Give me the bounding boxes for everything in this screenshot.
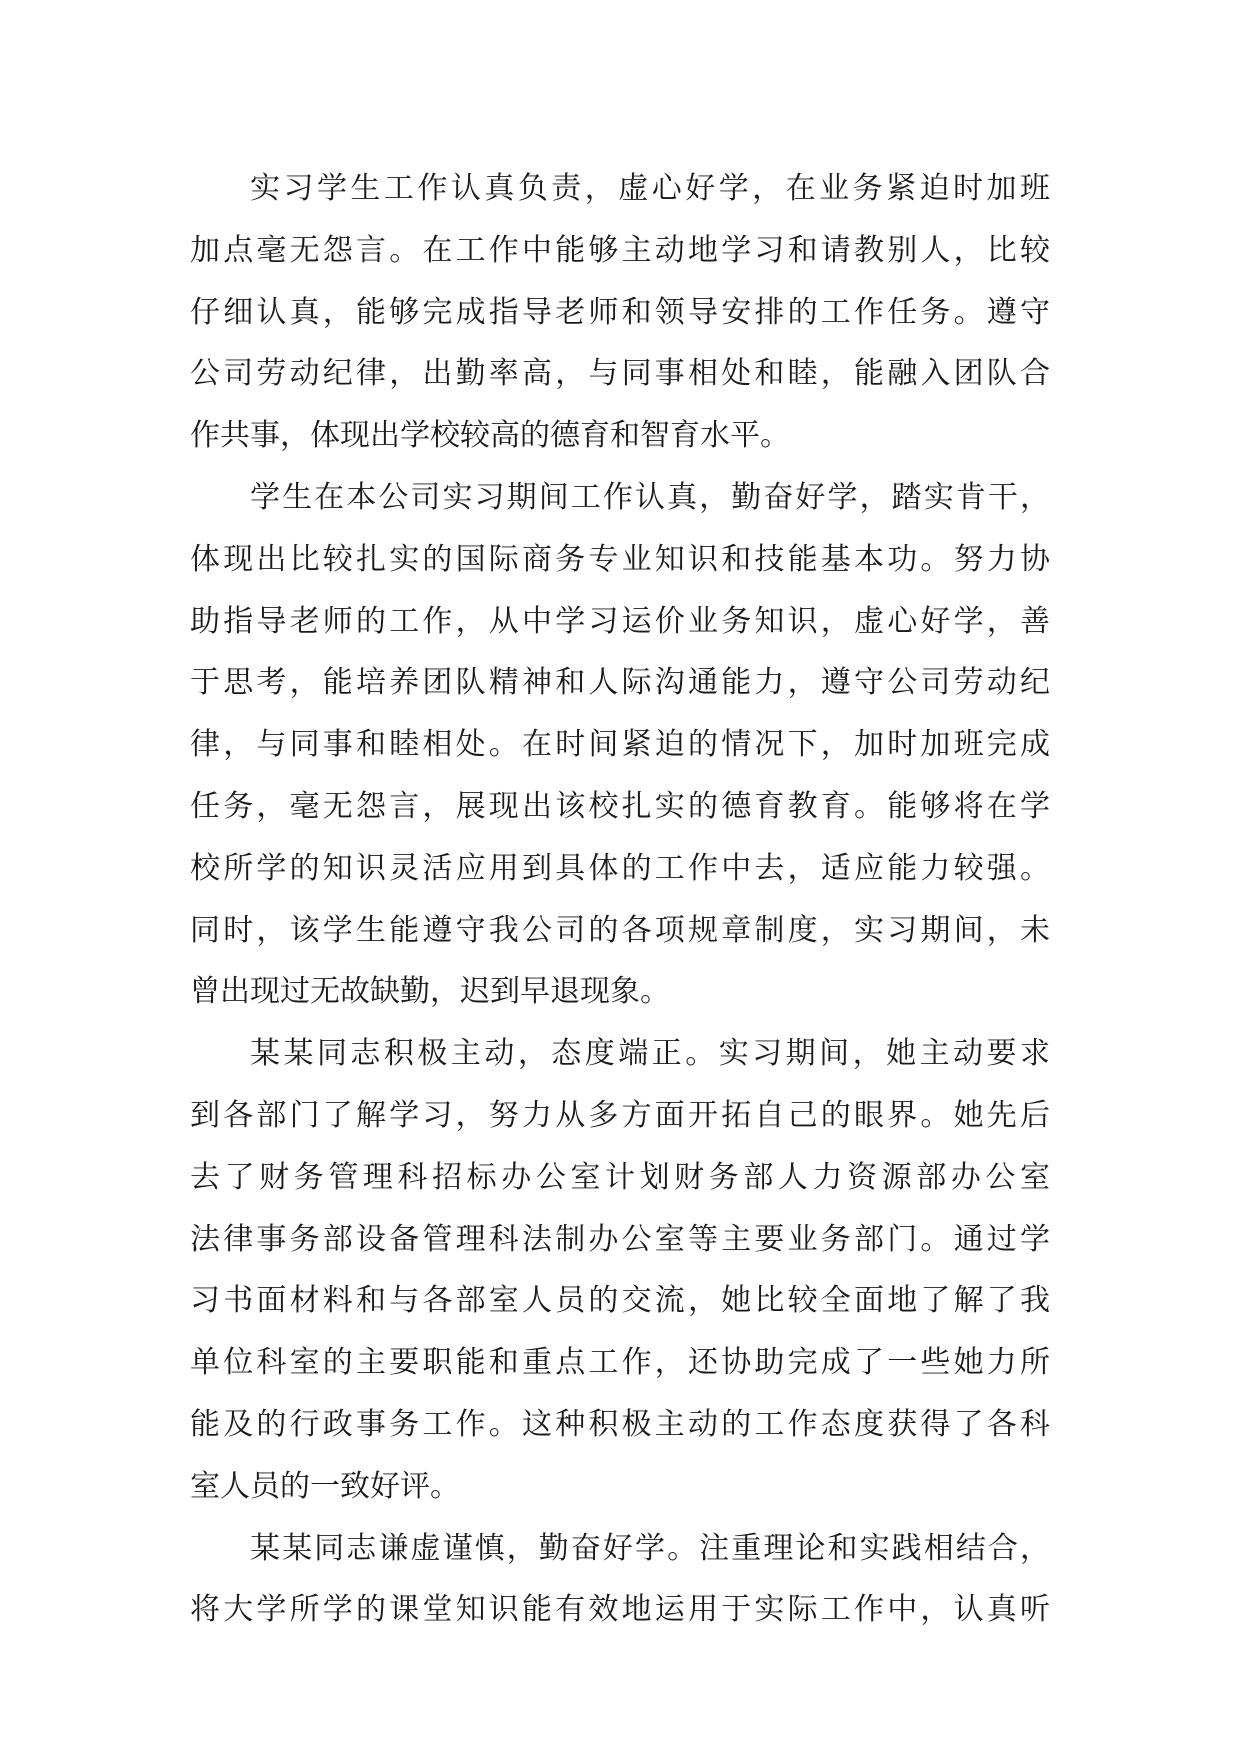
text-line: 室人员的一致好评。 [190, 1468, 460, 1504]
paragraph-2 [190, 467, 1050, 1023]
text-line: 某某同志谦虚谨慎，勤奋好学。注重理论和实践相结合， [250, 1530, 1050, 1566]
text-line: 助指导老师的工作，从中学习运价业务知识，虚心好学，善 [190, 603, 1050, 639]
text-line: 去了财务管理科招标办公室计划财务部人力资源部办公室 [190, 1159, 1050, 1195]
text-line: 到各部门了解学习，努力从多方面开拓自己的眼界。她先后 [190, 1097, 1050, 1133]
text-line: 同时，该学生能遵守我公司的各项规章制度，实习期间，未 [190, 912, 1050, 948]
text-line: 律，与同事和睦相处。在时间紧迫的情况下，加时加班完成 [190, 727, 1050, 763]
text-line: 曾出现过无故缺勤，迟到早退现象。 [190, 974, 670, 1010]
text-line: 公司劳动纪律，出勤率高，与同事相处和睦，能融入团队合 [190, 356, 1050, 392]
text-line: 于思考，能培养团队精神和人际沟通能力，遵守公司劳动纪 [190, 665, 1050, 701]
text-line: 学生在本公司实习期间工作认真，勤奋好学，踏实肯干， [250, 479, 1050, 515]
text-line: 任务，毫无怨言，展现出该校扎实的德育教育。能够将在学 [190, 788, 1050, 824]
text-line: 某某同志积极主动，态度端正。实习期间，她主动要求 [250, 1036, 1050, 1072]
text-line: 作共事，体现出学校较高的德育和智育水平。 [190, 418, 790, 454]
text-line: 法律事务部设备管理科法制办公室等主要业务部门。通过学 [190, 1221, 1050, 1257]
body-text [190, 158, 1050, 1641]
text-line: 体现出比较扎实的国际商务专业知识和技能基本功。努力协 [190, 541, 1050, 577]
text-line: 仔细认真，能够完成指导老师和领导安排的工作任务。遵守 [190, 294, 1050, 330]
text-line: 单位科室的主要职能和重点工作，还协助完成了一些她力所 [190, 1345, 1050, 1381]
paragraph-3 [190, 1023, 1050, 1517]
text-line: 加点毫无怨言。在工作中能够主动地学习和请教别人，比较 [190, 232, 1050, 268]
paragraph-1 [190, 158, 1050, 467]
text-line: 校所学的知识灵活应用到具体的工作中去，适应能力较强。 [190, 850, 1050, 886]
text-line: 将大学所学的课堂知识能有效地运用于实际工作中，认真听 [190, 1592, 1050, 1628]
text-line: 实习学生工作认真负责，虚心好学，在业务紧迫时加班 [250, 171, 1050, 206]
text-line: 能及的行政事务工作。这种积极主动的工作态度获得了各科 [190, 1406, 1050, 1442]
paragraph-4 [190, 1518, 1050, 1642]
text-line: 习书面材料和与各部室人员的交流，她比较全面地了解了我 [190, 1283, 1050, 1319]
